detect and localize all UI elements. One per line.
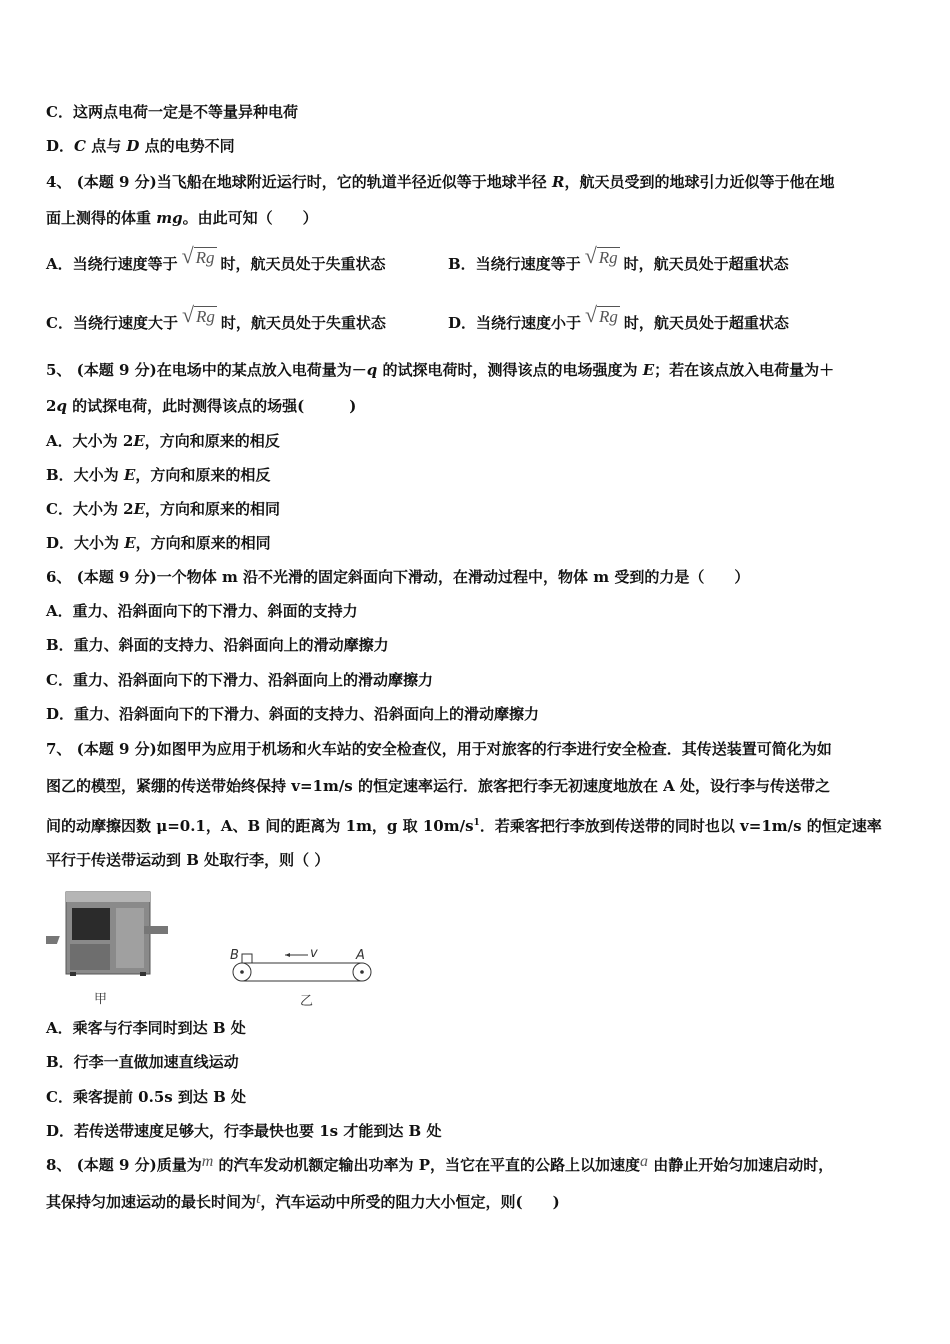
sqrt-rg-formula: √ Rg (585, 302, 618, 327)
question-5-line-1: 5、 (本题 9 分)在电场中的某点放入电荷量为－q 的试探电荷时，测得该点的电场强度为 E；若在该点放入电荷量为＋ (46, 361, 835, 379)
option-a-q5: A．大小为 2E，方向和原来的相反 (46, 432, 280, 450)
figure-caption-jia: 甲 (94, 992, 108, 1007)
option-d-q7: D．若传送带速度足够大，行李最快也要 1s 才能到达 B 处 (46, 1122, 442, 1140)
question-8-line-2: 其保持匀加速运动的最长时间为t，汽车运动中所受的阻力大小恒定，则( ) (46, 1190, 560, 1211)
option-a-q6: A．重力、沿斜面向下的下滑力、斜面的支持力 (46, 602, 358, 620)
point-a-label: A (356, 948, 365, 963)
question-4-line-1: 4、 (本题 9 分)当飞船在地球附近运行时，它的轨道半径近似等于地球半径 R，航天员受到的地球引力近似等于他在地 (46, 173, 835, 191)
question-7-line-2: 图乙的模型，紧绷的传送带始终保持 v=1m/s 的恒定速率运行．旅客把行李无初速度地放在 A 处，设行李与传送带之 (46, 777, 831, 795)
option-b-q7: B．行李一直做加速直线运动 (46, 1053, 239, 1071)
option-d-q3: D．C 点与 D 点的电势不同 (46, 137, 235, 155)
point-b-label: B (230, 948, 239, 963)
option-a-q4: A．当绕行速度等于 √ Rg 时，航天员处于失重状态 (46, 243, 386, 273)
question-7-line-1: 7、 (本题 9 分)如图甲为应用于机场和火车站的安全检查仪，用于对旅客的行李进行安全检查．其传送装置可简化为如 (46, 740, 832, 758)
figure-caption-yi: 乙 (300, 994, 314, 1009)
option-b-q6: B．重力、斜面的支持力、沿斜面向上的滑动摩擦力 (46, 636, 389, 654)
question-8-line-1: 8、 (本题 9 分)质量为m 的汽车发动机额定输出功率为 P，当它在平直的公路上以加速度a 由静止开始匀加速启动时， (46, 1153, 834, 1174)
velocity-label: v (310, 946, 318, 961)
option-c-q4: C．当绕行速度大于 √ Rg 时，航天员处于失重状态 (46, 302, 386, 332)
option-d-q6: D．重力、沿斜面向下的下滑力、斜面的支持力、沿斜面向上的滑动摩擦力 (46, 705, 540, 723)
sqrt-rg-formula: √ Rg (181, 302, 215, 327)
option-c-q5: C．大小为 2E，方向和原来的相同 (46, 500, 281, 518)
option-c-q6: C．重力、沿斜面向下的下滑力、沿斜面向上的滑动摩擦力 (46, 671, 433, 689)
option-d-q5: D．大小为 E，方向和原来的相同 (46, 534, 271, 552)
option-c-q7: C．乘客提前 0.5s 到达 B 处 (46, 1088, 247, 1106)
option-b-q5: B．大小为 E，方向和原来的相反 (46, 466, 271, 484)
option-d-q4: D．当绕行速度小于 √ Rg 时，航天员处于超重状态 (448, 302, 789, 332)
question-4-line-2: 面上测得的体重 mg。由此可知（ ） (46, 209, 318, 227)
question-7-line-3: 间的动摩擦因数 μ=0.1，A、B 间的距离为 1m，g 取 $10m/s^1$．若乘客把行李放到传送带的同时也以 v=1m/s 的恒定速率 (46, 817, 882, 835)
conveyor-belt-diagram (230, 946, 380, 986)
question-7-line-4: 平行于传送带运动到 B 处取行李，则（ ） (46, 851, 330, 869)
sqrt-rg-formula: √ Rg (181, 243, 215, 268)
option-b-q4: B．当绕行速度等于 √ Rg 时，航天员处于超重状态 (448, 243, 789, 273)
question-4-options-ab (46, 243, 386, 275)
option-c-q3: C．这两点电荷一定是不等量异种电荷 (46, 103, 298, 121)
sqrt-rg-formula: √ Rg (584, 243, 618, 268)
question-5-line-2: 2q 的试探电荷，此时测得该点的场强( ) (46, 397, 357, 415)
question-6: 6、 (本题 9 分)一个物体 m 沿不光滑的固定斜面向下滑动，在滑动过程中，物体 m 受到的力是（ ） (46, 568, 750, 586)
security-scanner-image (46, 886, 170, 978)
option-a-q7: A．乘客与行李同时到达 B 处 (46, 1019, 246, 1037)
